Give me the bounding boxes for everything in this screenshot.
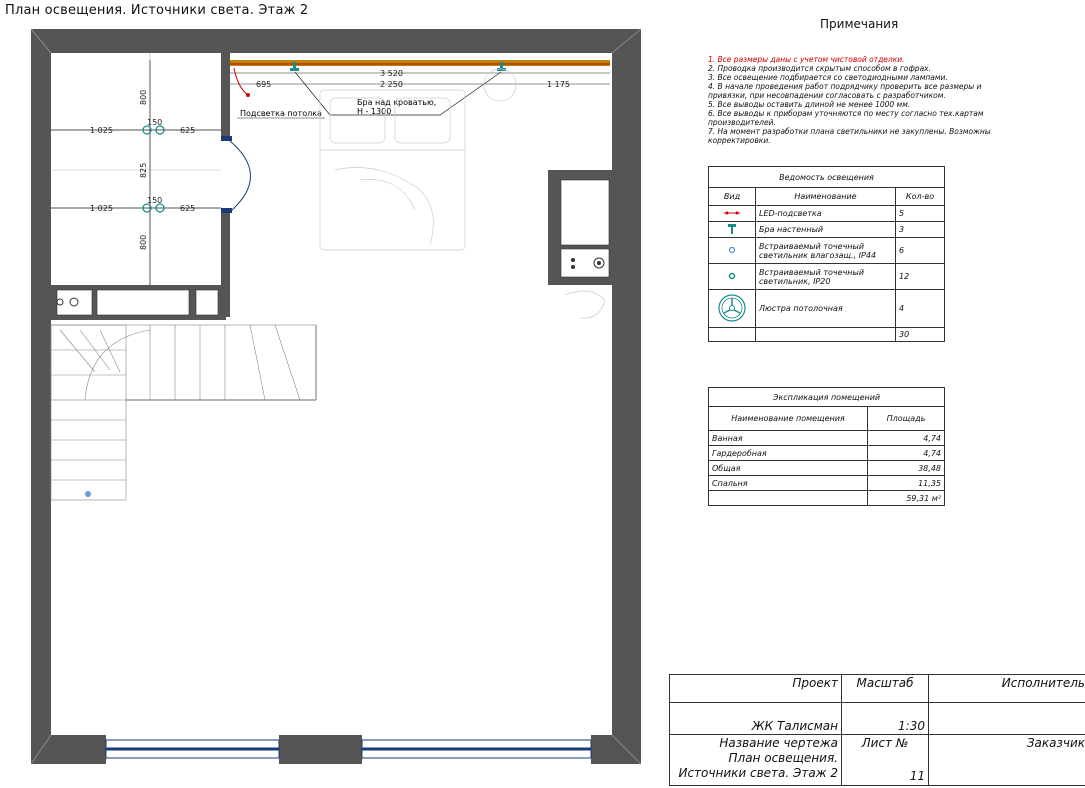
- note-item: 6. Все выводы к приборам уточняются по месту согласно тех.картам: [708, 109, 984, 118]
- chandelier-icon: [709, 290, 756, 328]
- dim-150a: 150: [147, 118, 163, 127]
- scale-value: 1:30: [842, 703, 929, 735]
- lighting-title: Ведомость освещения: [709, 167, 945, 188]
- lighting-row-qty: 5: [896, 206, 945, 222]
- note-item: 3. Все освещение подбирается со светодиодными лампами.: [708, 73, 948, 82]
- dim-1025b: 1 025: [90, 204, 113, 213]
- stair-light-icon: [85, 491, 91, 497]
- lighting-total: 30: [896, 328, 945, 342]
- note-item: 2. Проводка производится скрытым способом в гофрах.: [708, 64, 931, 73]
- dimensions-left: [51, 60, 221, 285]
- room-area: 4,74: [868, 446, 945, 461]
- sheet-label: Лист №: [861, 736, 909, 750]
- lighting-header-type: Вид: [709, 188, 756, 206]
- dim-800b: 800: [139, 234, 148, 250]
- plant: [565, 291, 605, 318]
- lighting-row-name: LED-подсветка: [756, 206, 896, 222]
- spotlight-ip44-icon: [709, 238, 756, 264]
- room-area: 4,74: [868, 431, 945, 446]
- dim-150b: 150: [147, 196, 163, 205]
- room-name: Общая: [709, 461, 868, 476]
- note-item: 4. В начале проведения работ подрядчику проверить все размеры и: [708, 82, 982, 91]
- project-value: ЖК Талисман: [670, 703, 842, 735]
- room-area: 38,48: [868, 461, 945, 476]
- rooms-table: [708, 387, 945, 506]
- window-right: [362, 740, 591, 758]
- notes-heading: Примечания: [820, 17, 899, 31]
- customer-label: Заказчик: [929, 735, 1085, 786]
- project-label: Проект: [670, 675, 842, 703]
- drawing-name-cell: [670, 735, 842, 786]
- rooms-header-name: Наименование помещения: [709, 407, 868, 431]
- notes-list: [708, 55, 1038, 145]
- interior-walls: [51, 53, 612, 320]
- window-left: [106, 740, 279, 758]
- dim-825: 825: [139, 162, 148, 178]
- tile-grid: [51, 53, 221, 285]
- note-item: производителей.: [708, 118, 776, 127]
- drawing-label: Название чертежа: [719, 736, 838, 750]
- lighting-row-name: Бра настенный: [756, 222, 896, 238]
- sheet-cell: [842, 735, 929, 786]
- dim-625a: 625: [180, 126, 196, 135]
- dim-1175: 1 175: [547, 80, 570, 89]
- rooms-header-area: Площадь: [868, 407, 945, 431]
- drawing-value-1: План освещения.: [728, 751, 838, 765]
- lighting-row-qty: 6: [896, 238, 945, 264]
- rooms-title: Экспликация помещений: [709, 388, 945, 407]
- room-name: Гардеробная: [709, 446, 868, 461]
- note-item: 7. На момент разработки плана светильники не закуплены. Возможны: [708, 127, 991, 136]
- scale-label: Масштаб: [842, 675, 929, 703]
- lighting-row-qty: 4: [896, 290, 945, 328]
- lighting-row-name: Люстра потолочная: [756, 290, 896, 328]
- drawing-value-2: Источники света. Этаж 2: [678, 766, 838, 780]
- lighting-row-qty: 12: [896, 264, 945, 290]
- title-block: [669, 674, 1085, 786]
- dim-2250: 2 250: [380, 80, 403, 89]
- led-strip-icon: [709, 206, 756, 222]
- lighting-header-qty: Кол-во: [896, 188, 945, 206]
- dim-800a: 800: [139, 89, 148, 105]
- nightstand: [484, 69, 516, 101]
- dim-1025a: 1 025: [90, 126, 113, 135]
- staircase: [51, 325, 316, 500]
- dim-625b: 625: [180, 204, 196, 213]
- sconce-label-2: Н - 1300: [357, 107, 392, 116]
- room-name: Спальня: [709, 476, 868, 491]
- rooms-total: 59,31 м²: [868, 491, 945, 506]
- note-item: 1. Все размеры даны с учетом чистовой отделки.: [708, 55, 905, 64]
- sheet-value: 11: [909, 769, 925, 783]
- drawing-title: План освещения. Источники света. Этаж 2: [5, 3, 309, 18]
- dim-3520: 3 520: [380, 69, 403, 78]
- dimensions-bedroom: [230, 69, 610, 89]
- note-item: корректировки.: [708, 136, 771, 145]
- door-swing: [230, 141, 251, 210]
- room-area: 11,35: [868, 476, 945, 491]
- dim-695: 695: [256, 80, 272, 89]
- lighting-row-name: Встраиваемый точечный светильник, IP20: [756, 264, 896, 290]
- room-name: Ванная: [709, 431, 868, 446]
- lighting-row-qty: 3: [896, 222, 945, 238]
- note-item: 5. Все выводы оставить длиной не менее 1000 мм.: [708, 100, 911, 109]
- sconce-label-1: Бра над кроватью,: [357, 98, 437, 107]
- outer-walls: [31, 29, 641, 764]
- ceiling-led-strip: [230, 60, 610, 66]
- ceiling-led-label: Подсветка потолка: [240, 109, 322, 118]
- lighting-table: [708, 166, 945, 342]
- note-item: привязки, при несовпадении согласовать с разработчиком.: [708, 91, 946, 100]
- lighting-header-name: Наименование: [756, 188, 896, 206]
- lighting-row-name: Встраиваемый точечный светильник влагозащ., IP44: [756, 238, 896, 264]
- wall-sconce-icon: [709, 222, 756, 238]
- spotlight-ip20-icon: [709, 264, 756, 290]
- bed: [320, 90, 465, 250]
- executor-label: Исполнитель: [929, 675, 1085, 703]
